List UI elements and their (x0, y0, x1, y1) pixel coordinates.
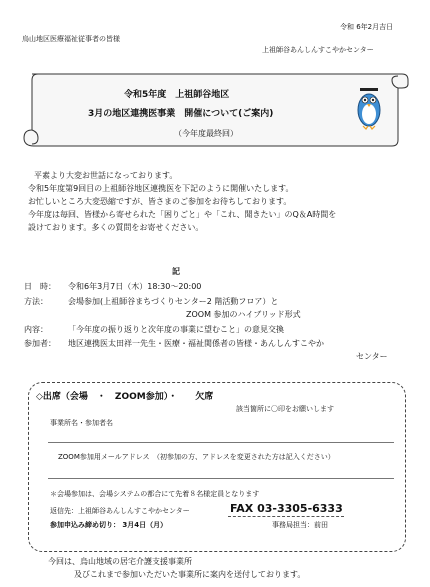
sender-text: 上祖師谷あんしんすこやかセンター (262, 46, 374, 54)
date-text: 令和 6年2月吉日 (340, 23, 394, 31)
ki-heading: 記 (172, 267, 180, 276)
office-field-label: 事業所名・参加者名 (50, 419, 113, 427)
title-note: （今年度最終回） (174, 129, 238, 138)
body-p4: 今年度は毎回、皆様から寄せられた「困りごと」や「これ、聞きたい」のQ＆A時間を (28, 210, 337, 219)
office-field-line[interactable] (48, 442, 394, 443)
body-p5: 設けております。多くの質問をお寄せください。 (28, 223, 204, 232)
zoom-email-field-line[interactable] (48, 478, 394, 479)
reply-to-label: 返信先：上祖師谷あんしんすこやかセンター (50, 507, 190, 515)
zoom-email-label: ZOOM参加用メールアドレス （初参加の方、アドレスを変更された方は記入ください） (58, 453, 335, 461)
footer-line-1: 今回は、烏山地域の居宅介護支援事業所 (48, 557, 192, 566)
participants-label: 参加者： (24, 339, 56, 348)
fax-underline (228, 516, 344, 517)
circle-note: 該当箇所に〇印をお願いします (236, 405, 334, 413)
method-label: 方法： (24, 297, 48, 306)
participants-value-2: センター (356, 352, 388, 361)
footer-line-2: 及びこれまで参加いただいた事業所に案内を送付しております。 (74, 570, 306, 579)
attendance-options[interactable]: ◇出席（会場 ・ ZOOM参加）・ 欠席 (36, 392, 214, 402)
recipient-text: 烏山地区医療福祉従事者の皆様 (22, 35, 120, 43)
method-value-1: 会場参加(上祖師谷まちづくりセンター2 階活動フロア）と (68, 297, 279, 306)
capacity-note: ＊会場参加は、会場システムの都合にて先着８名様定員となります (50, 490, 260, 498)
date-label: 日 時： (24, 282, 56, 291)
content-value: 「今年度の振り返りと次年度の事業に望むこと」の意見交換 (68, 325, 284, 334)
staff-text: 事務局担当：前田 (272, 521, 328, 529)
method-value-2: ZOOM 参加のハイブリッド形式 (186, 310, 301, 319)
content-label: 内容： (24, 325, 48, 334)
participants-value-1: 地区連携医太田祥一先生・医療・福祉関係者の皆様・あんしんすこやか (68, 339, 324, 348)
body-p3: お忙しいところ大変恐縮ですが、皆さまのご参加をお待ちしております。 (28, 197, 292, 206)
date-value: 令和6年3月7日（木）18:30～20:00 (68, 282, 202, 291)
deadline-text: 参加申込み締め切り： 3月4日（月） (50, 521, 168, 529)
title-line-1: 令和5年度 上祖師谷地区 (124, 90, 230, 100)
mascot-bird-illustration (354, 88, 384, 134)
body-p2: 令和5年度第9回目の上祖師谷地区連携医を下記のように開催いたします。 (28, 184, 294, 193)
body-p1: 平素より大変お世話になっております。 (34, 171, 178, 180)
fax-number: FAX 03-3305-6333 (230, 502, 343, 515)
title-line-2: 3月の地区連携医事業 開催について(ご案内) (88, 109, 274, 119)
